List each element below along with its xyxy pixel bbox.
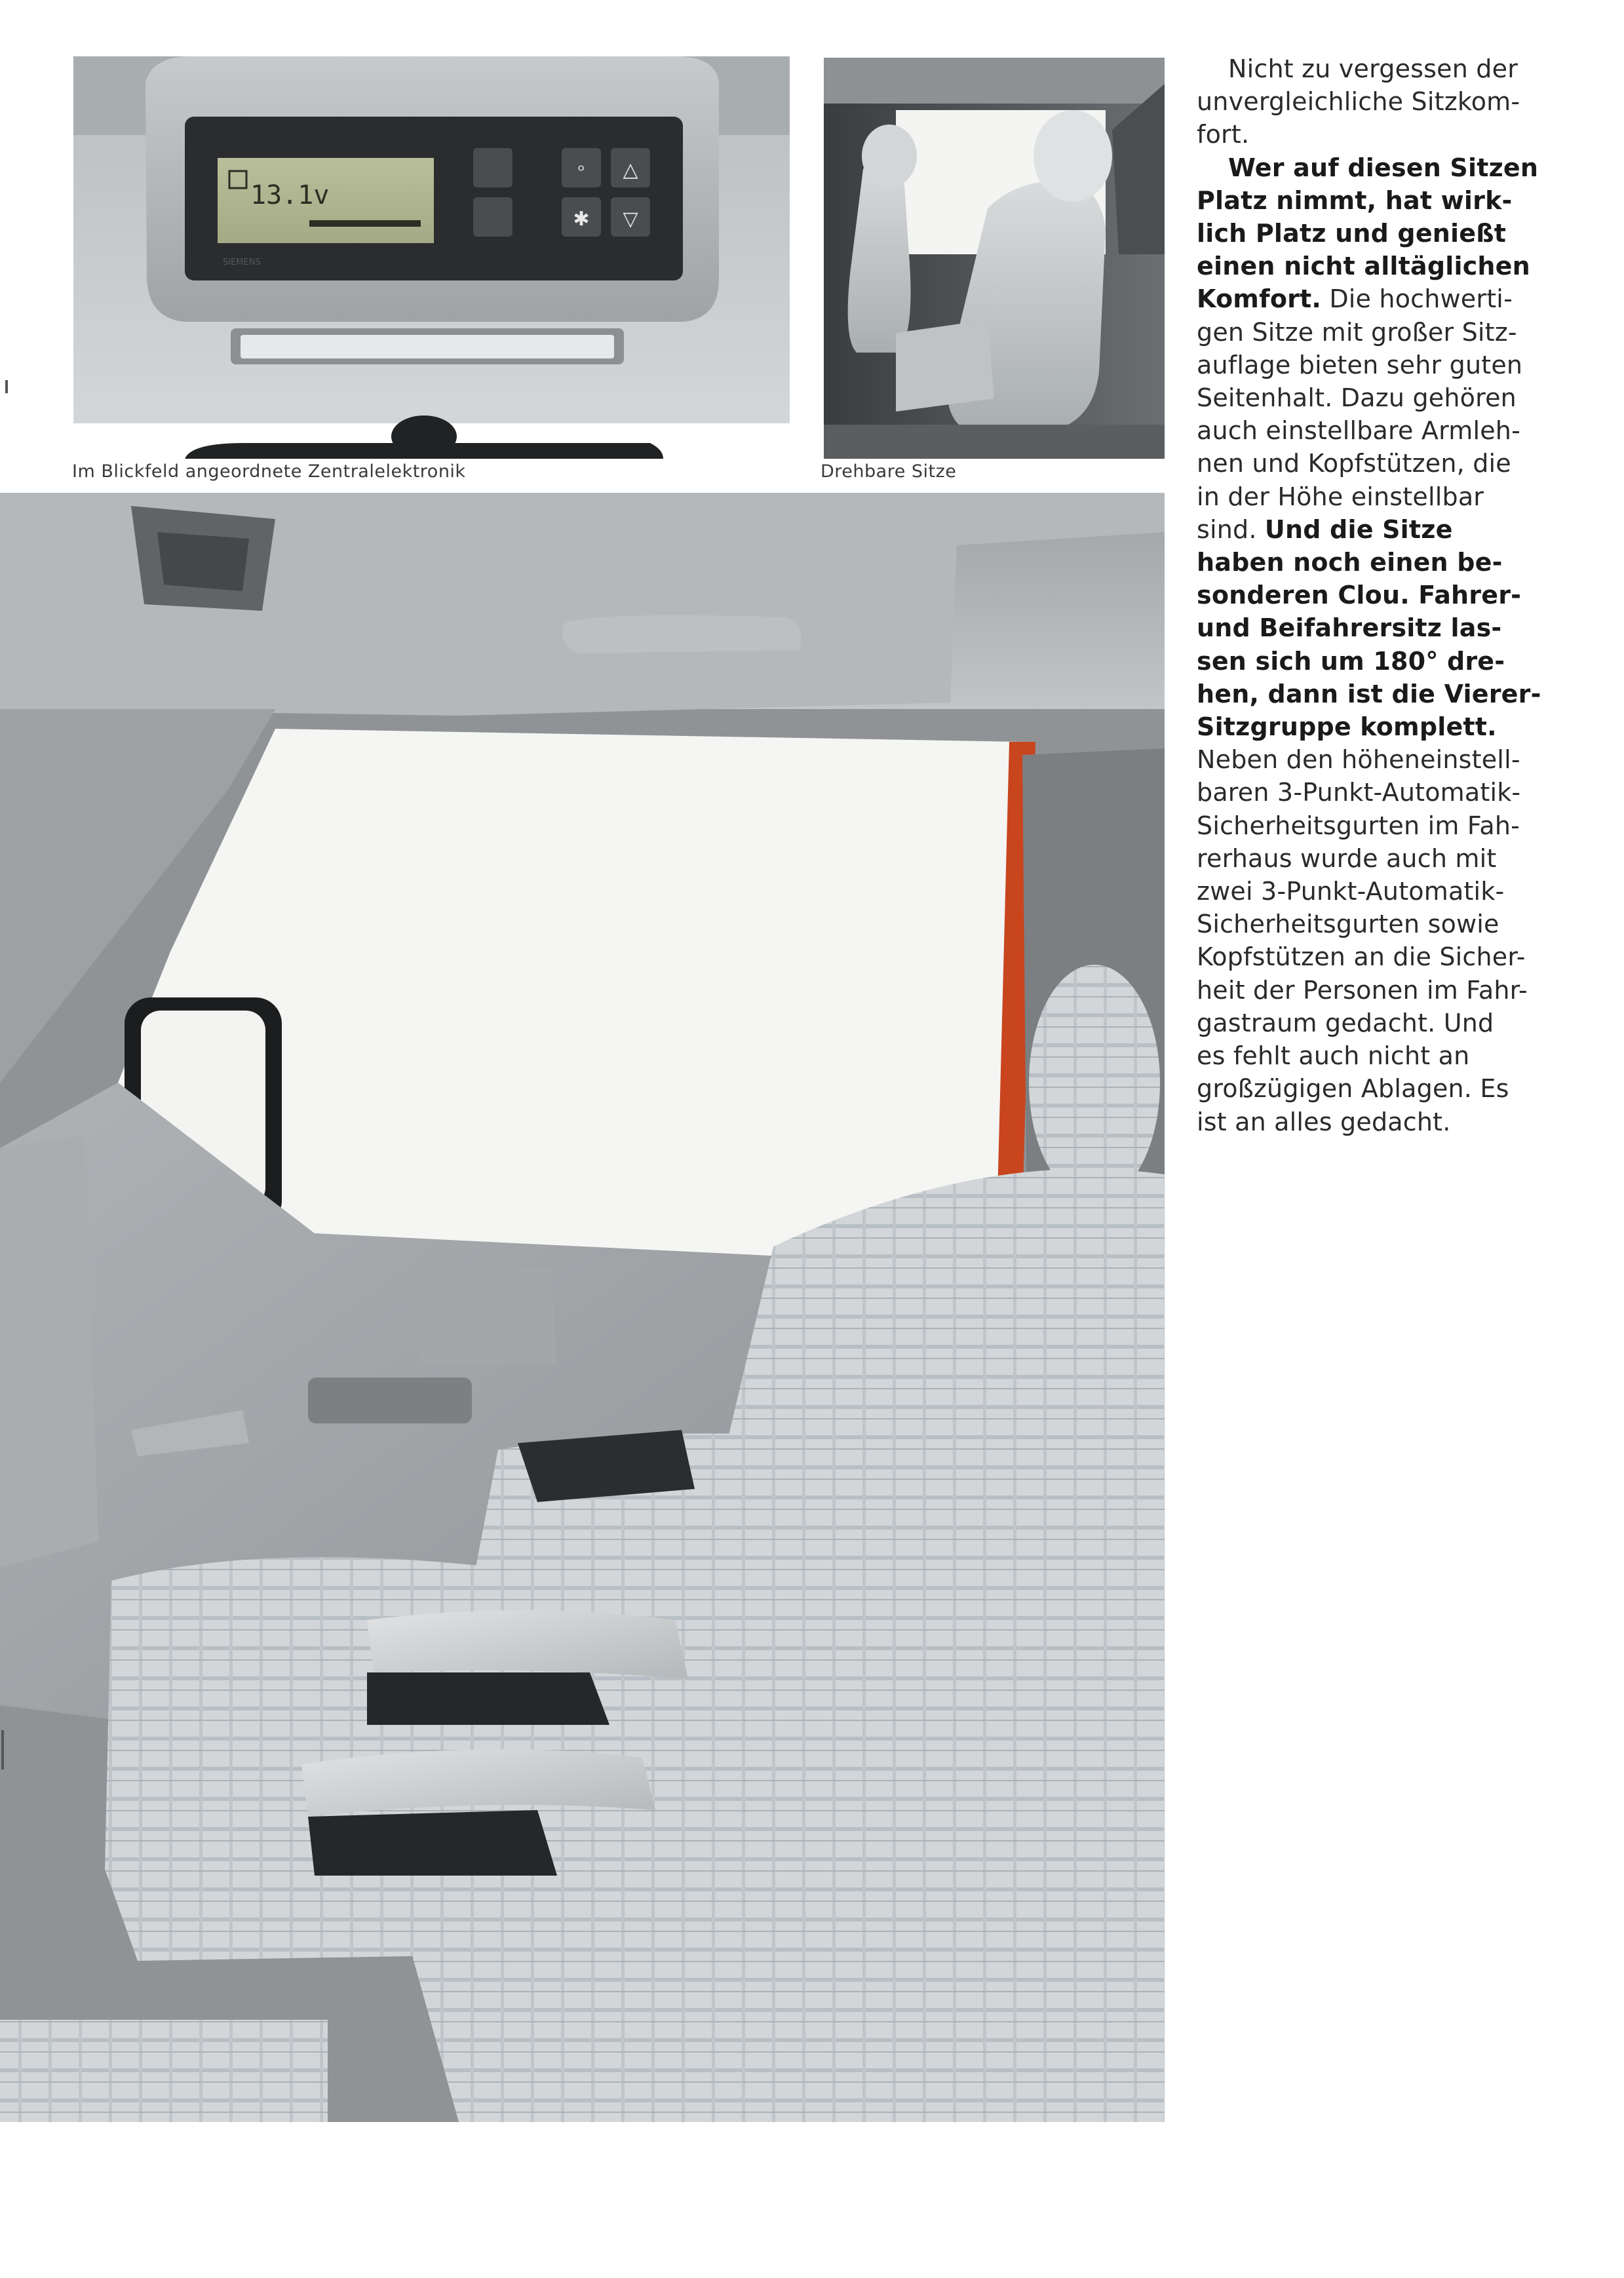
article-text: nen und Kopfstützen, die: [1197, 449, 1511, 478]
article-line: [1197, 118, 1551, 151]
article-text: Die hochwerti-: [1321, 284, 1513, 314]
article-line: [1197, 250, 1551, 282]
article-text: Neben den höheneinstell-: [1197, 745, 1520, 775]
article-text: großzügigen Ablagen. Es: [1197, 1074, 1509, 1104]
article-text: es fehlt auch nicht an: [1197, 1041, 1470, 1071]
swivel-seats-caption: Drehbare Sitze: [821, 461, 957, 482]
article-line: [1197, 1007, 1551, 1039]
article-line: [1197, 52, 1551, 85]
article-body: [1197, 52, 1551, 1138]
article-text: heit der Personen im Fahr-: [1197, 975, 1528, 1005]
article-bold-text: Und die Sitze: [1264, 514, 1453, 544]
article-text: Seitenhalt. Dazu gehören: [1197, 383, 1517, 413]
article-bold-text: Sitzgruppe komplett.: [1197, 712, 1497, 742]
article-line: [1197, 480, 1551, 513]
article-text: ist an alles gedacht.: [1197, 1107, 1451, 1136]
article-text: unvergleichliche Sitzkom-: [1197, 87, 1520, 117]
article-line: [1197, 842, 1551, 875]
article-line: [1197, 349, 1551, 381]
article-line: [1197, 546, 1551, 579]
article-line: [1197, 184, 1551, 217]
article-bold-text: haben noch einen be-: [1197, 548, 1503, 577]
article-line: [1197, 974, 1551, 1007]
article-text: Nicht zu vergessen der: [1228, 54, 1518, 83]
article-bold-text: sonderen Clou. Fahrer-: [1197, 581, 1522, 610]
article-line: [1197, 1072, 1551, 1105]
article-text: gen Sitze mit großer Sitz-: [1197, 317, 1517, 347]
binding-mark: [5, 380, 8, 393]
article-line: [1197, 776, 1551, 809]
svg-text:✱: ✱: [573, 208, 590, 231]
article-line: [1197, 743, 1551, 776]
article-line: [1197, 809, 1551, 842]
article-text: Sicherheitsgurten im Fah-: [1197, 811, 1520, 840]
article-bold-text: Wer auf diesen Sitzen: [1228, 153, 1539, 182]
article-bold-text: lich Platz und genießt: [1197, 219, 1507, 248]
article-text: baren 3-Punkt-Automatik-: [1197, 778, 1521, 807]
article-line: [1197, 85, 1551, 118]
article-bold-text: hen, dann ist die Vierer-: [1197, 679, 1541, 708]
article-bold-text: Komfort.: [1197, 284, 1322, 314]
article-line: [1197, 940, 1551, 973]
article-line: [1197, 282, 1551, 315]
article-text: rerhaus wurde auch mit: [1197, 843, 1497, 873]
article-text: Sicherheitsgurten sowie: [1197, 910, 1499, 939]
article-line: [1197, 611, 1551, 644]
display-reading: 13.1v: [250, 180, 330, 210]
article-line: [1197, 447, 1551, 480]
article-bold-text: Platz nimmt, hat wirk-: [1197, 185, 1513, 215]
article-line: [1197, 1106, 1551, 1138]
article-line: [1197, 908, 1551, 940]
article-text: Kopfstützen an die Sicher-: [1197, 942, 1526, 972]
article-line: [1197, 414, 1551, 447]
article-line: [1197, 217, 1551, 250]
article-text: fort.: [1197, 120, 1250, 149]
display-brand: SIEMENS: [223, 258, 261, 267]
article-text: zwei 3-Punkt-Automatik-: [1197, 877, 1505, 906]
article-bold-text: einen nicht alltäglichen: [1197, 252, 1530, 281]
article-line: [1197, 381, 1551, 414]
console-caption: Im Blickfeld angeordnete Zentralelektronik: [72, 461, 466, 482]
article-line: [1197, 513, 1551, 546]
article-line: [1197, 579, 1551, 611]
article-line: [1197, 645, 1551, 678]
article-line: [1197, 151, 1551, 184]
svg-text:ᵒ: ᵒ: [577, 161, 585, 181]
binding-mark: [1, 1730, 4, 1769]
article-line: [1197, 678, 1551, 710]
article-text: sind.: [1197, 514, 1265, 544]
console-photo: [73, 56, 790, 459]
article-text: in der Höhe einstellbar: [1197, 482, 1484, 511]
article-text: auflage bieten sehr guten: [1197, 350, 1523, 379]
svg-text:△: △: [623, 159, 638, 182]
article-bold-text: sen sich um 180° dre-: [1197, 646, 1505, 676]
article-bold-text: und Beifahrersitz las-: [1197, 613, 1502, 643]
article-text: auch einstellbare Armleh-: [1197, 416, 1520, 446]
swivel-seats-photo: [824, 58, 1165, 459]
article-line: [1197, 710, 1551, 743]
svg-text:▽: ▽: [623, 208, 638, 231]
article-line: [1197, 1039, 1551, 1072]
cabin-photo: [0, 493, 1165, 2122]
article-line: [1197, 316, 1551, 349]
article-line: [1197, 875, 1551, 908]
article-text: gastraum gedacht. Und: [1197, 1008, 1494, 1037]
